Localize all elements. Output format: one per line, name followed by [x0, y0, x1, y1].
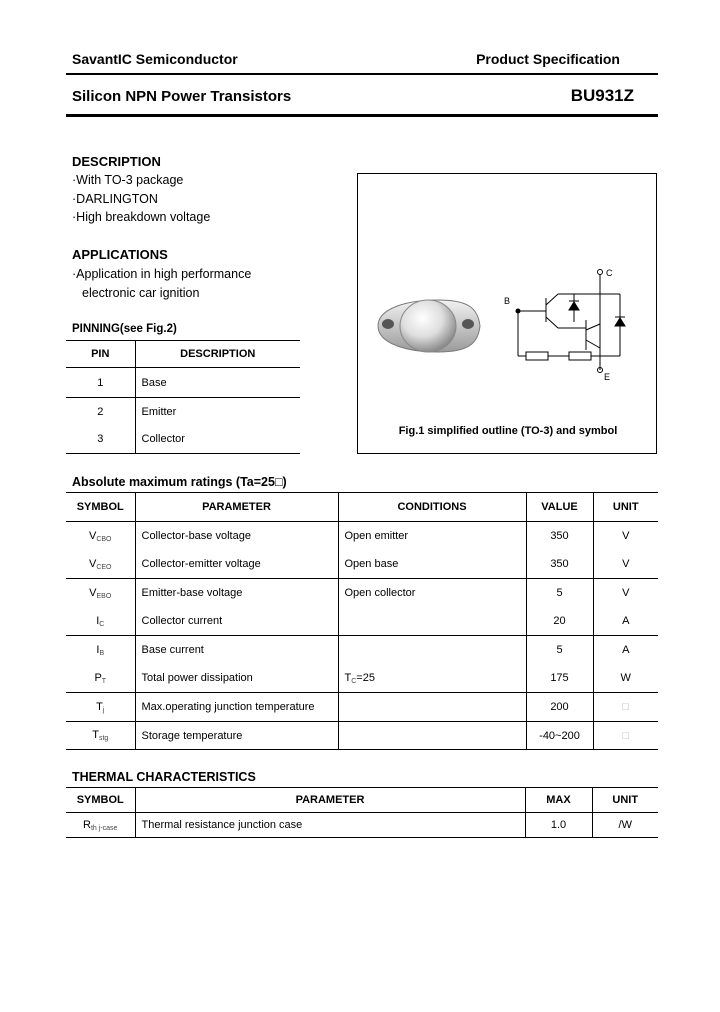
conditions-cell: Open collector [338, 579, 526, 608]
pinning-table [66, 340, 300, 454]
document-type: Product Specification [476, 51, 620, 67]
symbol-cell: $T_{stg}$ [66, 722, 135, 750]
table-row [66, 665, 658, 693]
abs-header-symbol: SYMBOL [66, 493, 135, 522]
description-title: DESCRIPTION [72, 154, 161, 169]
darlington-symbol [516, 270, 625, 373]
application-item: ·Application in high performance [72, 267, 252, 281]
header-rule-top [66, 73, 658, 75]
figure-caption: Fig.1 simplified outline (TO-3) and symbol [398, 425, 618, 437]
thermal-header-parameter: PARAMETER [135, 788, 525, 813]
label-collector: C [606, 268, 613, 278]
part-number: BU931Z [570, 86, 634, 105]
parameter-cell: Emitter-base voltage [135, 579, 338, 608]
symbol-cell: $V_{CBO}$ [66, 522, 135, 551]
table-row [66, 608, 658, 636]
table-row [66, 813, 658, 838]
pin-number: 3 [66, 426, 135, 454]
pin-number: 2 [66, 398, 135, 426]
pinning-title: PINNING(see Fig.2) [72, 323, 177, 335]
pin-number: 1 [66, 368, 135, 398]
header-rule-bottom [66, 114, 658, 117]
pin-description: Emitter [141, 405, 177, 418]
to3-package-image [378, 300, 480, 352]
table-row [66, 426, 300, 454]
unit-cell: A [622, 615, 630, 628]
table-row [66, 522, 658, 551]
conditions-cell: $T_C=25$ [338, 665, 526, 693]
unit-cell: □ [622, 729, 630, 742]
application-item-continued: electronic car ignition [82, 285, 200, 300]
abs-max-table [66, 492, 658, 750]
parameter-cell: Collector-base voltage [135, 522, 338, 551]
thermal-title: THERMAL CHARACTERISTICS [72, 770, 256, 784]
parameter-cell: Collector current [135, 608, 338, 636]
parameter-cell: Collector-emitter voltage [135, 551, 338, 579]
symbol-cell: $I_C$ [66, 608, 135, 636]
pinning-header-description: DESCRIPTION [180, 348, 256, 360]
thermal-header-symbol: SYMBOL [66, 788, 135, 813]
pinning-header-pin: PIN [66, 341, 135, 368]
company-name: SavantIC Semiconductor [72, 51, 238, 67]
table-row [66, 398, 300, 426]
table-row [66, 368, 300, 398]
description-item: ·DARLINGTON [72, 191, 158, 206]
unit-cell: /W [618, 819, 632, 831]
conditions-cell [338, 636, 526, 665]
pin-description: Collector [141, 433, 185, 446]
value-cell: 200 [526, 693, 593, 722]
conditions-cell: Open base [338, 551, 526, 579]
abs-header-value: VALUE [526, 493, 593, 522]
symbol-cell: $P_T$ [66, 665, 135, 693]
conditions-cell [338, 693, 526, 722]
thermal-table [66, 787, 658, 838]
conditions-cell [338, 722, 526, 750]
abs-header-parameter: PARAMETER [135, 493, 338, 522]
description-item: ·High breakdown voltage [72, 210, 211, 224]
description-item: ·With TO-3 package [72, 173, 184, 187]
pin-description: Base [141, 376, 167, 389]
unit-cell: □ [622, 701, 630, 713]
unit-cell: W [620, 672, 631, 685]
unit-cell: V [622, 558, 630, 571]
symbol-cell: $V_{CEO}$ [66, 551, 135, 579]
abs-header-unit: UNIT [612, 501, 639, 513]
conditions-cell [338, 608, 526, 636]
label-base: B [504, 296, 511, 306]
value-cell: 20 [526, 608, 593, 636]
max-cell: 1.0 [525, 813, 592, 838]
abs-header-conditions: CONDITIONS [338, 493, 526, 522]
figure-box [357, 173, 657, 454]
label-emitter: E [604, 372, 611, 382]
thermal-header-unit: UNIT [612, 794, 639, 806]
conditions-cell: Open emitter [338, 522, 526, 551]
parameter-cell: Thermal resistance junction case [135, 813, 525, 838]
value-cell: 5 [526, 636, 593, 665]
unit-cell: V [622, 587, 630, 600]
table-row [66, 722, 658, 750]
applications-title: APPLICATIONS [72, 247, 168, 262]
value-cell: 175 [526, 665, 593, 693]
value-cell: 5 [526, 579, 593, 608]
value-cell: 350 [526, 551, 593, 579]
parameter-cell: Total power dissipation [135, 665, 338, 693]
figure-drawing [358, 174, 658, 455]
unit-cell: A [622, 644, 630, 657]
symbol-cell: $R_{th j-case}$ [66, 813, 135, 838]
description-list [72, 171, 210, 227]
parameter-cell: Storage temperature [135, 722, 338, 750]
table-row [66, 579, 658, 608]
product-line: Silicon NPN Power Transistors [72, 88, 292, 105]
symbol-cell: $I_B$ [66, 636, 135, 665]
table-row [66, 636, 658, 665]
parameter-cell: Max.operating junction temperature [135, 693, 338, 722]
parameter-cell: Base current [135, 636, 338, 665]
value-cell: 350 [526, 522, 593, 551]
table-row [66, 551, 658, 579]
unit-cell: V [622, 530, 630, 543]
value-cell: -40~200 [526, 722, 593, 750]
applications-list [72, 265, 251, 302]
table-row [66, 693, 658, 722]
abs-max-title: Absolute maximum ratings (Ta=25□) [72, 475, 287, 489]
symbol-cell: $T_j$ [66, 693, 135, 722]
thermal-header-max: MAX [525, 788, 592, 813]
symbol-cell: $V_{EBO}$ [66, 579, 135, 608]
